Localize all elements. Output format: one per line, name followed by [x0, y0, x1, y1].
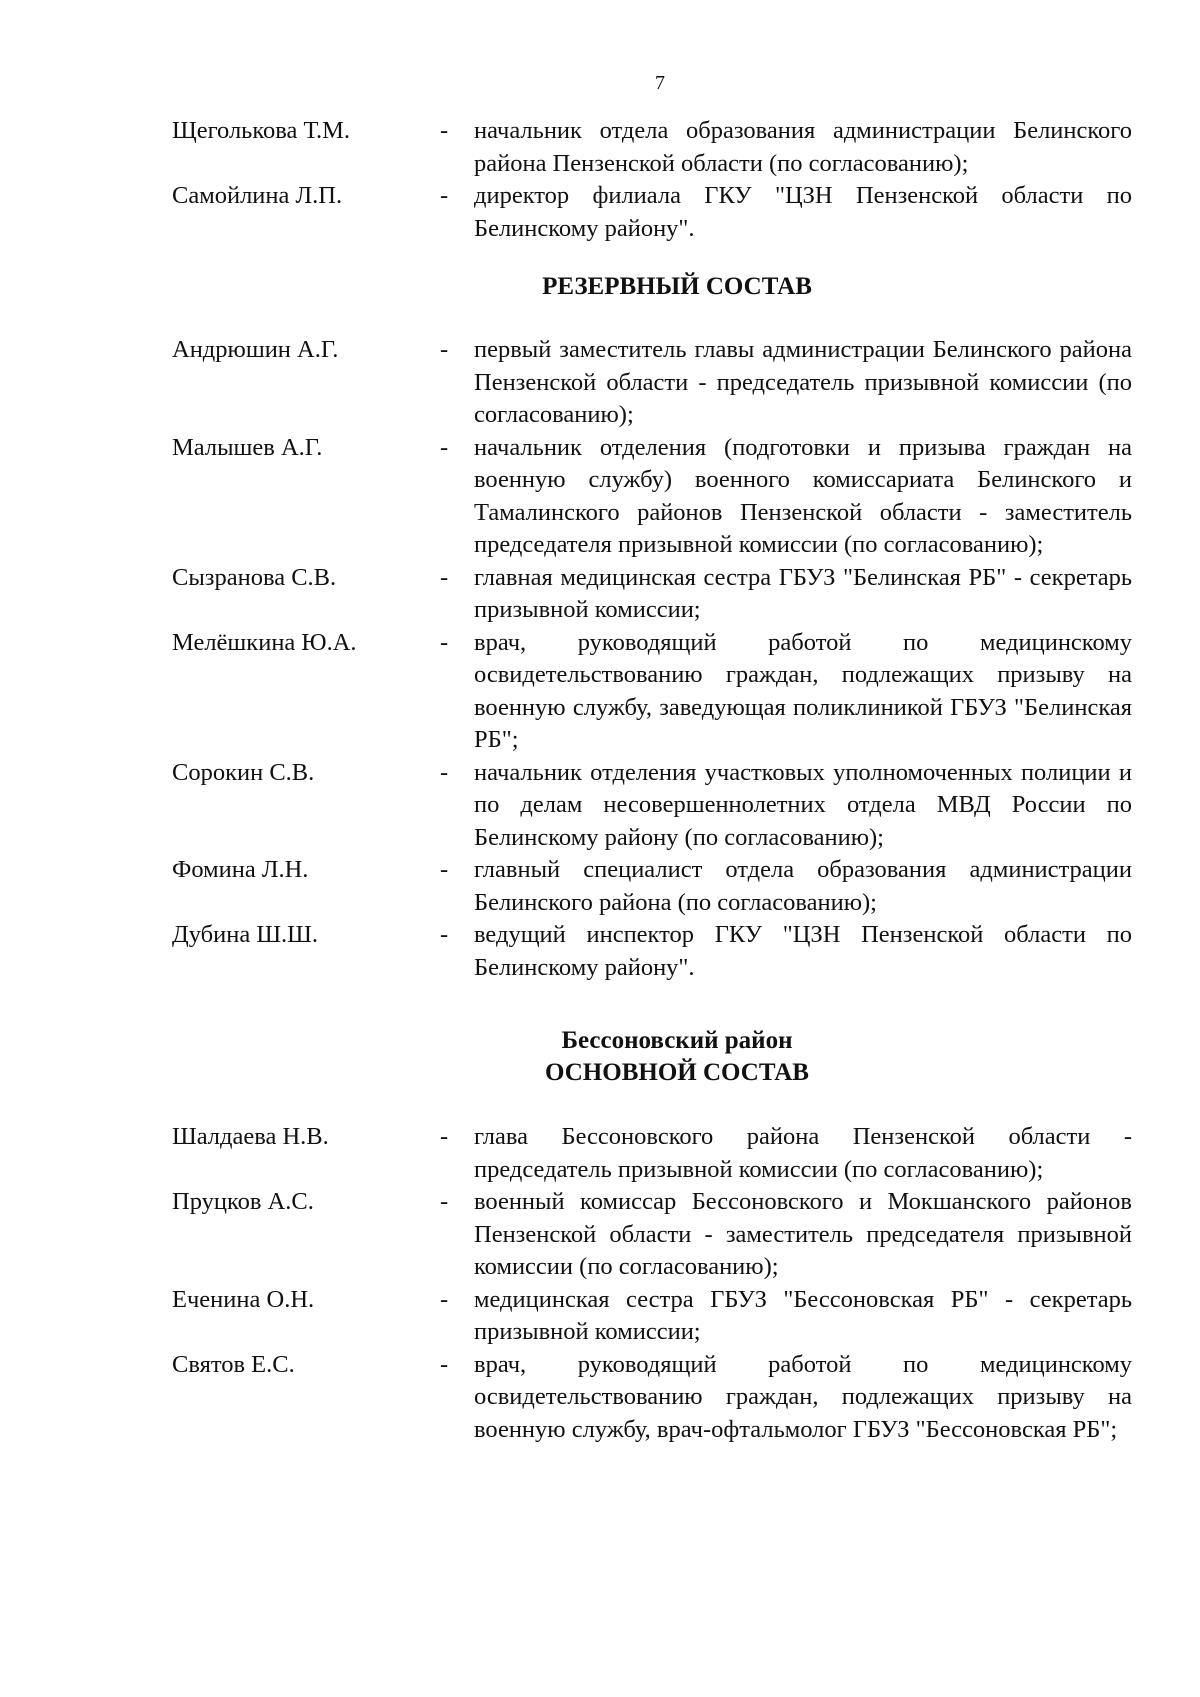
dash-separator: - [440, 856, 449, 883]
dash-separator: - [440, 1188, 449, 1215]
dash-separator: - [440, 563, 449, 591]
reserve-heading: РЕЗЕРВНЫЙ СОСТАВ [542, 273, 812, 300]
member-entry [172, 180, 1132, 245]
member-position: начальник отделения (подготовки и призыва граждан на военную службу) военного комиссариата Белинского и Тамалинского районов Пензенской области - заместитель председателя призывной комиссии (по согласованию); [474, 433, 1132, 558]
district-heading: Бессоновский район [561, 1027, 793, 1054]
dash-separator: - [440, 921, 449, 948]
member-entry [172, 1186, 1132, 1284]
member-name: Пруцков А.С. [172, 1188, 314, 1215]
member-name: Святов Е.С. [172, 1350, 295, 1378]
member-position: ведущий инспектор ГКУ "ЦЗН Пензенской области по Белинскому району". [474, 921, 1132, 981]
member-name: Фомина Л.Н. [172, 856, 309, 883]
member-entry [172, 562, 1132, 627]
main-composition-heading: ОСНОВНОЙ СОСТАВ [545, 1059, 809, 1086]
member-position: директор филиала ГКУ "ЦЗН Пензенской области по Белинскому району". [474, 182, 1132, 242]
dash-separator: - [440, 117, 449, 144]
member-entry [172, 432, 1132, 562]
member-name: Самойлина Л.П. [172, 182, 343, 209]
dash-separator: - [440, 433, 449, 461]
member-name: Андрюшин А.Г. [172, 336, 339, 363]
member-position: врач, руководящий работой по медицинскому освидетельствованию граждан, подлежащих призыву на военную службу, врач-офтальмолог ГБУЗ "Бессоновская РБ"; [474, 1350, 1132, 1443]
member-name: Еченина О.Н. [172, 1285, 315, 1313]
dash-separator: - [440, 182, 449, 209]
member-entry [172, 1284, 1132, 1349]
member-entry [172, 757, 1132, 855]
dash-separator: - [440, 1285, 449, 1313]
member-position: начальник отдела образования администрации Белинского района Пензенской области (по согласованию); [474, 117, 1132, 177]
member-position: военный комиссар Бессоновского и Мокшанского районов Пензенской области - заместитель председателя призывной комиссии (по согласованию); [474, 1188, 1132, 1280]
page-number: 7 [655, 72, 665, 94]
dash-separator: - [440, 628, 449, 656]
member-position: начальник отделения участковых уполномоченных полиции и по делам несовершеннолетних отдела МВД России по Белинскому району (по согласованию); [474, 758, 1132, 851]
member-name: Щеголькова Т.М. [172, 117, 351, 144]
member-entry [172, 334, 1132, 432]
member-name: Сызранова С.В. [172, 563, 337, 591]
member-entry [172, 919, 1132, 984]
dash-separator: - [440, 336, 449, 363]
member-name: Дубина Ш.Ш. [172, 921, 319, 948]
member-position: глава Бессоновского района Пензенской области - председатель призывной комиссии (по согласованию); [474, 1123, 1132, 1183]
dash-separator: - [440, 1350, 449, 1378]
member-entry [172, 854, 1132, 919]
member-position: главный специалист отдела образования администрации Белинского района (по согласованию); [474, 856, 1132, 916]
member-name: Малышев А.Г. [172, 433, 323, 461]
member-position: первый заместитель главы администрации Белинского района Пензенской области - председатель призывной комиссии (по согласованию); [474, 336, 1132, 428]
member-position: главная медицинская сестра ГБУЗ "Белинская РБ" - секретарь призывной комиссии; [474, 563, 1132, 623]
member-entry [172, 627, 1132, 757]
member-name: Мелёшкина Ю.А. [172, 628, 357, 656]
member-name: Сорокин С.В. [172, 758, 315, 786]
member-name: Шалдаева Н.В. [172, 1123, 329, 1150]
member-entry [172, 1349, 1132, 1447]
member-entry [172, 1121, 1132, 1186]
dash-separator: - [440, 758, 449, 786]
member-position: врач, руководящий работой по медицинскому освидетельствованию граждан, подлежащих призыву на военную службу, заведующая поликлиникой ГБУЗ "Белинская РБ"; [474, 628, 1132, 753]
member-position: медицинская сестра ГБУЗ "Бессоновская РБ" - секретарь призывной комиссии; [474, 1285, 1132, 1345]
commission-list [172, 115, 1132, 1446]
dash-separator: - [440, 1123, 449, 1150]
member-entry [172, 115, 1132, 180]
